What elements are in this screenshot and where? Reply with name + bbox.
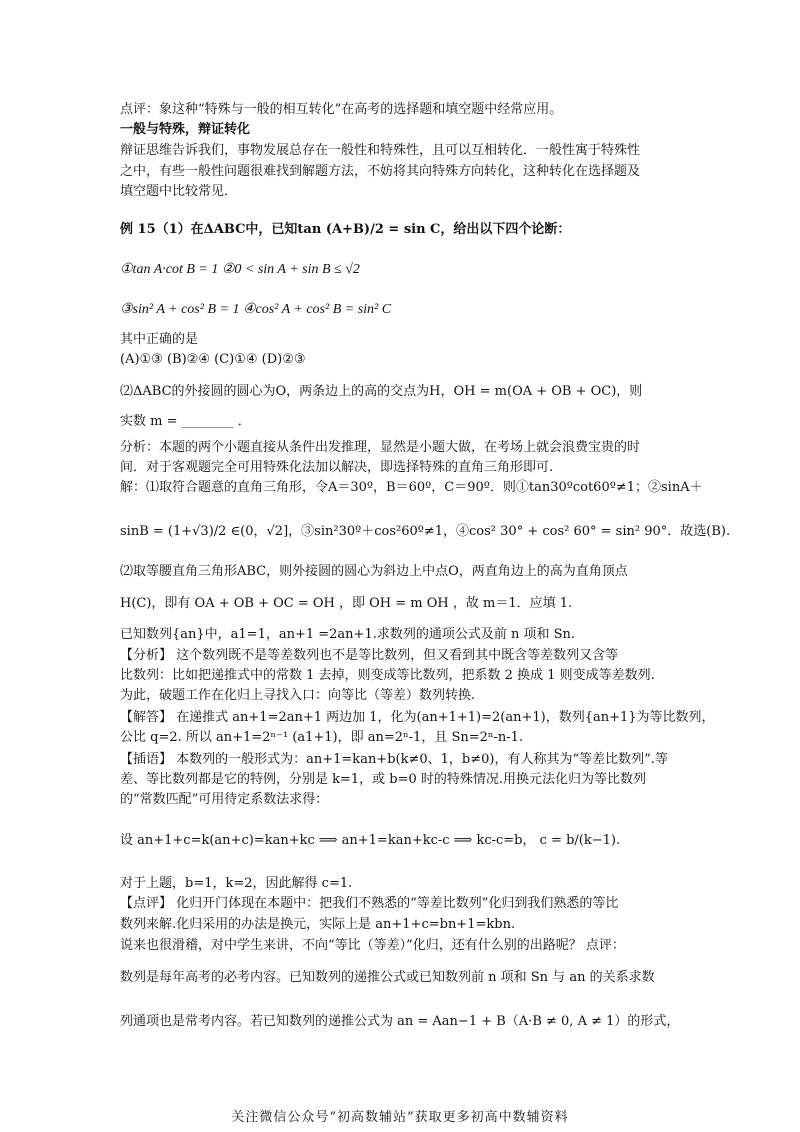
text-line: 【解答】 在递推式 an+1=2an+1 两边加 1，化为(an+1+1)=2(an+1)，数列{an+1}为等比数列， [120, 710, 715, 725]
example-title: 例 15（1）在ΔABC中，已知tan (A+B)/2 = sin C，给出以下四个论断： [120, 222, 571, 237]
text-line: 公比 q=2. 所以 an+1=2ⁿ⁻¹ (a1+1)，即 an=2ⁿ-1，且 Sn=2ⁿ-n-1. [120, 730, 524, 745]
text-line: 已知数列{an}中，a1=1，an+1 =2an+1.求数列的通项公式及前 n 项和 Sn. [120, 627, 576, 642]
text-line: 点评：象这种“特殊与一般的相互转化”在高考的选择题和填空题中经常应用。 [120, 102, 563, 117]
text-line: ⑵ΔABC的外接圆的圆心为O，两条边上的高的交点为H，OH = m(OA + OB + OC)，则 [120, 384, 643, 399]
text-line: 为此，破题工作在化归上寻找入口：向等比（等差）数列转换. [120, 688, 476, 703]
text-line: 的“常数匹配”可用待定系数法求得： [120, 792, 329, 807]
section-heading: 一般与特殊，辩证转化 [120, 122, 251, 137]
text-line: 实数 m = ________ ． [120, 414, 251, 429]
text-line: 【分析】 这个数列既不是等差数列也不是等比数列，但又看到其中既含等差数列又含等 [120, 648, 619, 663]
text-line: 分析：本题的两个小题直接从条件出发推理，显然是小题大做，在考场上就会浪费宝贵的时 [120, 440, 641, 455]
text-line: 差、等比数列都是它的特例，分别是 k=1，或 b=0 时的特殊情况.用换元法化归为等比数列 [120, 772, 647, 787]
text-line: 其中正确的是 [120, 332, 199, 347]
text-line: 【插语】 本数列的一般形式为：an+1=kan+b(k≠0、1，b≠0)，有人称其为“等差比数列”.等 [120, 752, 668, 767]
text-line: H(C)，即有 OA + OB + OC = OH ，即 OH = m OH ，故 m＝1．应填 1. [120, 596, 573, 611]
text-line: 间．对于客观题完全可用特殊化法加以解决，即选择特殊的直角三角形即可. [120, 460, 554, 475]
options-line: (A)①③ (B)②④ (C)①④ (D)②③ [120, 352, 306, 367]
choice-line: ③sin² A + cos² B = 1 ④cos² A + cos² B = sin² C [120, 302, 392, 317]
text-line: 之中，有些一般性问题很难找到解题方法，不妨将其向特殊方向转化，这种转化在选择题及 [120, 164, 641, 179]
text-line: 解：⑴取符合题意的直角三角形，令A＝30º，B＝60º，C＝90º．则①tan30ºcot60º≠1；②sinA＋ [120, 480, 703, 495]
formula-line: 设 an+1+c=k(an+c)=kan+kc ⟹ an+1=kan+kc-c ⟹ kc-c=b， c = b/(k−1). [120, 833, 621, 848]
text-line: 列通项也是常考内容。若已知数列的递推公式为 an = Aan−1 + B（A·B ≠ 0, A ≠ 1）的形式， [120, 1014, 680, 1029]
text-line: ⑵取等腰直角三角形ABC，则外接圆的圆心为斜边上中点O，两直角边上的高为直角顶点 [120, 564, 628, 579]
text-line: 【点评】 化归开门体现在本题中：把我们不熟悉的“等差比数列”化归到我们熟悉的等比 [120, 896, 619, 911]
text-line: 填空题中比较常见． [120, 184, 238, 199]
text-line: 对于上题，b=1，k=2，因此解得 c=1. [120, 876, 353, 891]
text-line: 说来也很滑稽，对中学生来讲，不向“等比（等差）”化归，还有什么别的出路呢？ 点评： [120, 938, 625, 953]
text-line: 数列是每年高考的必考内容。已知数列的递推公式或已知数列前 n 项和 Sn 与 an 的关系求数 [120, 970, 655, 985]
footer-watermark-text: 关注微信公众号“初高数辅站”获取更多初高中数辅资料 [231, 1110, 569, 1125]
text-line: 比数列：比如把递推式中的常数 1 去掉，则变成等比数列，把系数 2 换成 1 则变成等差数列. [120, 668, 655, 683]
text-line: sinB = (1+√3)/2 ∈(0，√2]，③sin²30º＋cos²60º≠1，④cos² 30° + cos² 60° = sin² 90°．故选(B). [120, 524, 731, 539]
text-line: 数列来解.化归采用的办法是换元，实际上是 an+1+c=bn+1=kbn. [120, 917, 516, 932]
text-line: 辩证思维告诉我们，事物发展总存在一般性和特殊性，且可以互相转化．一般性寓于特殊性 [120, 143, 641, 158]
choice-line: ①tan A·cot B = 1 ②0 < sin A + sin B ≤ √2 [120, 262, 360, 277]
